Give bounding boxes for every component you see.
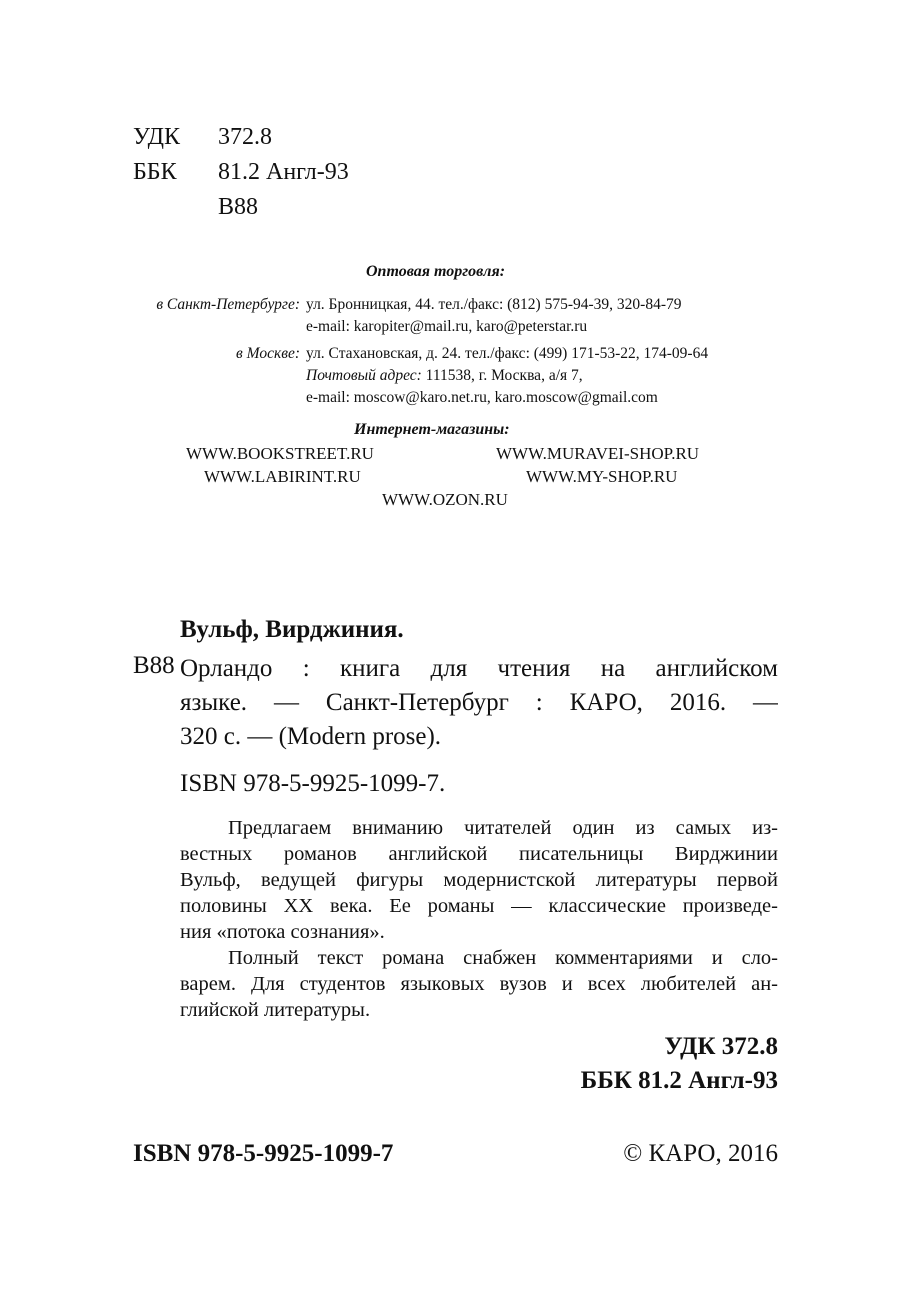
annotation-line: ния «потока сознания». [180,921,385,943]
bib-line: Орландо : книга для чтения на английском [180,655,778,682]
spb-label: в Санкт-Петербурге: [156,296,300,313]
bib-code: В88 [133,652,175,679]
bib-description [180,652,778,754]
bbk-label: ББК [133,159,177,185]
msk-address: ул. Стахановская, д. 24. тел./факс: (499) 171-53-22, 174-09-64 [306,345,709,362]
bib-author: Вульф, Вирджиния. [180,616,404,643]
annotation-line: половины XX века. Ее романы — классические произведе- [180,895,778,917]
msk-postal-label: Почтовый адрес: [306,367,422,384]
shop-labirint: WWW.LABIRINT.RU [204,467,361,486]
msk-email: e-mail: moscow@karo.net.ru, karo.moscow@gmail.com [306,389,658,406]
msk-postal [306,365,583,387]
msk-label: в Москве: [236,345,300,362]
classification-block [133,120,349,225]
bib-line: 320 с. — (Modern prose). [180,723,442,750]
annotation [180,815,778,1023]
footer-udk: УДК 372.8 [664,1033,778,1060]
msk-postal-value: 111538, г. Москва, а/я 7, [421,367,583,384]
annotation-line: глийской литературы. [180,999,371,1021]
footer-codes [581,1030,778,1098]
shop-muravei: WWW.MURAVEI-SHOP.RU [496,444,700,463]
annotation-line: Полный текст романа снабжен комментариями и сло- [228,947,778,969]
spb-email: e-mail: karopiter@mail.ru, karo@peterstar.ru [306,318,588,335]
annotation-line: вестных романов английской писательницы Вирджинии [180,843,778,865]
wholesale-heading: Оптовая торговля: [366,263,506,280]
online-shops-heading: Интернет-магазины: [354,421,510,438]
bib-line: языке. — Санкт-Петербург : КАРО, 2016. — [180,689,778,716]
spb-address: ул. Бронницкая, 44. тел./факс: (812) 575-94-39, 320-84-79 [306,296,682,313]
annotation-line: варем. Для студентов языковых вузов и всех любителей ан- [180,973,778,995]
author-mark: В88 [218,194,259,220]
annotation-line: Вульф, ведущей фигуры модернистской литературы первой [180,869,778,891]
wholesale-block [0,294,906,414]
annotation-line: Предлагаем вниманию читателей один из самых из- [228,817,778,839]
udk-label: УДК [133,124,180,150]
bbk-value: 81.2 Англ-93 [218,159,349,185]
footer-isbn: ISBN 978-5-9925-1099-7 [133,1140,394,1167]
footer-bbk: ББК 81.2 Англ-93 [580,1067,778,1094]
bib-isbn: ISBN 978-5-9925-1099-7. [180,770,446,797]
udk-value: 372.8 [218,124,272,150]
shop-bookstreet: WWW.BOOKSTREET.RU [186,444,374,463]
shop-my-shop: WWW.MY-SHOP.RU [526,467,678,486]
copyright: © КАРО, 2016 [623,1140,778,1167]
shop-ozon: WWW.OZON.RU [382,490,508,509]
